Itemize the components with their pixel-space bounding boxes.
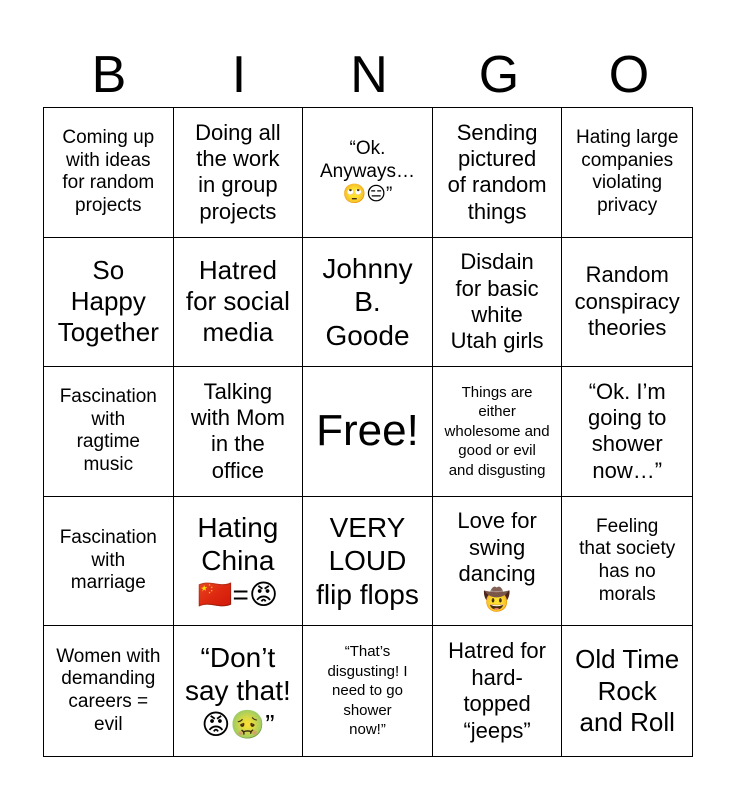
- bingo-cell-20[interactable]: Feeling that society has no morals: [562, 497, 692, 627]
- header-letter-i: I: [231, 46, 247, 104]
- bingo-cell-7[interactable]: Hatred for social media: [174, 238, 304, 368]
- bingo-cell-22[interactable]: “Don’t say that! 😡🤢”: [174, 626, 304, 756]
- bingo-cell-16[interactable]: Fascination with marriage: [44, 497, 174, 627]
- bingo-board: [43, 107, 693, 757]
- bingo-cell-5[interactable]: Hating large companies violating privacy: [562, 108, 692, 238]
- bingo-cell-15[interactable]: “Ok. I’m going to shower now…”: [562, 367, 692, 497]
- bingo-cell-19[interactable]: Love for swing dancing 🤠: [433, 497, 563, 627]
- bingo-cell-18[interactable]: VERY LOUD flip flops: [303, 497, 433, 627]
- bingo-cell-2[interactable]: Doing all the work in group projects: [174, 108, 304, 238]
- bingo-header: [44, 44, 694, 106]
- bingo-cell-25[interactable]: Old Time Rock and Roll: [575, 644, 680, 737]
- header-letter-o: O: [608, 46, 650, 104]
- header-letter-n: N: [350, 46, 388, 104]
- bingo-cell-14[interactable]: Things are either wholesome and good or evil and disgusting: [433, 367, 563, 497]
- bingo-cell-17[interactable]: Hating China 🇨🇳=😡: [174, 497, 304, 627]
- bingo-cell-21[interactable]: Women with demanding careers = evil: [44, 626, 174, 756]
- bingo-cell-23[interactable]: “That’s disgusting! I need to go shower now!”: [303, 626, 433, 756]
- bingo-cell-10[interactable]: Random conspiracy theories: [562, 238, 692, 368]
- header-letter-b: B: [91, 46, 127, 104]
- bingo-cell-free[interactable]: Free!: [303, 367, 433, 497]
- header-letter-g: G: [478, 46, 520, 104]
- bingo-cell-24[interactable]: Hatred for hard- topped “jeeps”: [433, 626, 563, 756]
- bingo-cell-6[interactable]: So Happy Together: [44, 238, 174, 368]
- bingo-cell-9[interactable]: Disdain for basic white Utah girls: [433, 238, 563, 368]
- bingo-cell-11[interactable]: Fascination with ragtime music: [44, 367, 174, 497]
- bingo-cell-8[interactable]: Johnny B. Goode: [303, 238, 433, 368]
- bingo-cell-4[interactable]: Sending pictured of random things: [433, 108, 563, 238]
- bingo-cell-1[interactable]: Coming up with ideas for random projects: [44, 108, 174, 238]
- bingo-cell-3[interactable]: “Ok. Anyways… 🙄😑”: [303, 108, 433, 238]
- bingo-cell-12[interactable]: Talking with Mom in the office: [174, 367, 304, 497]
